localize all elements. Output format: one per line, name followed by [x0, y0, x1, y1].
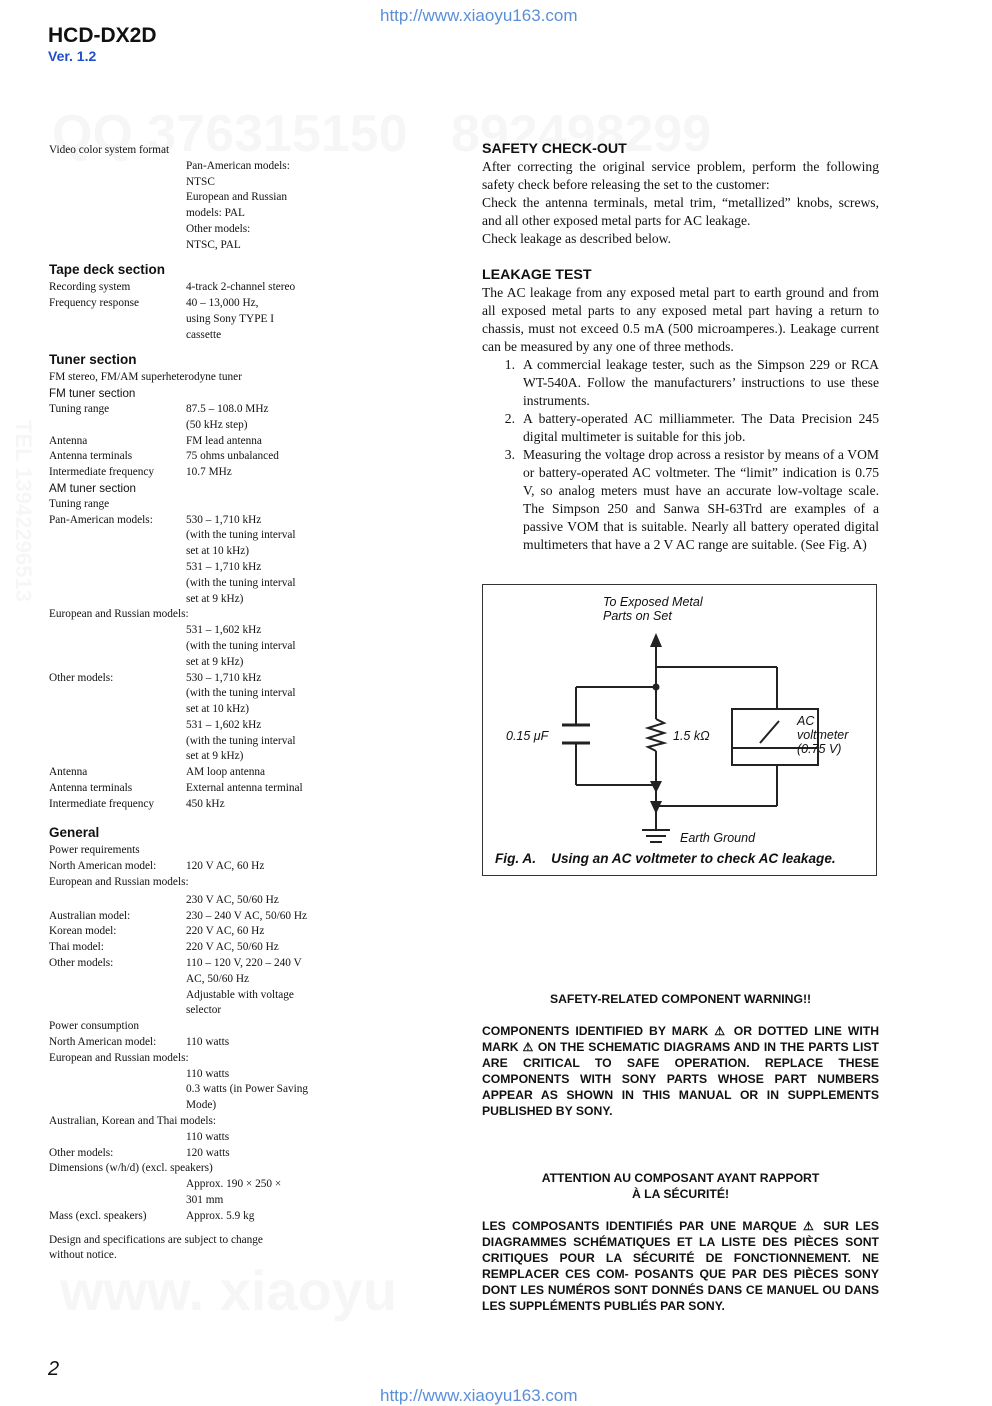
- spec-row: Recording system 4-track 2-channel stereo: [49, 281, 296, 294]
- capacitor-label: 0.15 μF: [506, 729, 549, 743]
- bottom-url-link[interactable]: http://www.xiaoyu163.com: [380, 1386, 578, 1405]
- watermark-site: [60, 1258, 397, 1323]
- spec-row: Thai model: 220 V AC, 50/60 Hz: [49, 941, 279, 954]
- spec-row: Intermediate frequency 450 kHz: [49, 797, 225, 810]
- spec-row: Intermediate frequency 10.7 MHz: [49, 466, 232, 479]
- safety-body: After correcting the original service problem, perform the following safety check before releasing the set to the customer:: [482, 159, 879, 192]
- spec-row: North American model: 110 watts: [49, 1036, 230, 1049]
- leakage-test-section: [482, 266, 879, 554]
- french-warning-title: ATTENTION AU COMPOSANT AYANT RAPPORT À LA SÉCURITÉ!: [541, 1171, 820, 1201]
- voltmeter-label: AC voltmeter (0.75 V): [797, 714, 849, 756]
- video-format-label: Video color system format: [49, 144, 170, 156]
- spec-row: Other models: 110 – 120 V, 220 – 240 V: [49, 957, 302, 970]
- french-warning-body: LES COMPOSANTS IDENTIFIÉS PAR UNE MARQUE ⚠ SUR LES DIAGRAMMES SCHÉMATIQUES ET LA LISTE DES PIÈCES SONT CRITIQUES POUR LA SÉCURITÉ DE FONCTIONNEMENT. NE REMPLACER CES COM- POSANTS QUE PAR DES PIÈCES SONY DONT LES NUMÉROS SONT DONNÉS DANS CE MANUEL OU DANS LES SUPPLÉMENTS PUBLIÉS PAR SONY.: [482, 1219, 879, 1313]
- spec-row: Other models: 120 watts: [49, 1146, 230, 1159]
- spec-row: Australian model: 230 – 240 V AC, 50/60 Hz: [49, 909, 308, 922]
- earth-ground-label: Earth Ground: [680, 831, 756, 845]
- safety-warning-body: COMPONENTS IDENTIFIED BY MARK ⚠ OR DOTTED LINE WITH MARK ⚠ ON THE SCHEMATIC DIAGRAMS AND IN THE PARTS LIST ARE CRITICAL TO SAFE OPERATION. REPLACE THESE COMPONENTS WITH SONY PARTS WHOSE PART NUMBERS APPEAR AS SHOWN IN THIS MANUAL OR IN SUPPLEMENTS PUBLISHED BY SONY.: [482, 1024, 879, 1118]
- safety-line-3: Check leakage as described below.: [482, 231, 671, 246]
- spec-row: Antenna FM lead antenna: [49, 434, 262, 447]
- am-tuner-subheading: AM tuner section: [49, 481, 136, 495]
- model-title: HCD-DX2D: [48, 24, 157, 47]
- video-format-values: Pan-American models: NTSC European and Russian models: PAL Other models: NTSC, PAL: [186, 159, 290, 251]
- list-item: 2. A battery-operated AC milliammeter. The Data Precision 245 digital multimeter is suitable for this job.: [504, 411, 879, 444]
- list-item: 1. A commercial leakage tester, such as the Simpson 229 or RCA WT-540A. Follow the manufacturers’ instructions to use these instruments.: [504, 357, 879, 408]
- leakage-methods-list: [482, 356, 879, 554]
- leakage-body: The AC leakage from any exposed metal part to earth ground and from all exposed metal parts to any exposed metal part having a return to chassis, must not exceed 0.5 mA (500 microamperes.). Leakage current can be measured by any one of three methods.: [482, 285, 879, 354]
- spec-row: Other models: 530 – 1,710 kHz: [49, 671, 262, 684]
- safety-checkout-heading: SAFETY CHECK-OUT: [482, 141, 627, 157]
- spec-row: Pan-American models: 530 – 1,710 kHz: [49, 513, 262, 526]
- top-url-link[interactable]: http://www.xiaoyu163.com: [380, 6, 578, 25]
- resistor-label: 1.5 kΩ: [673, 729, 710, 743]
- fm-tuner-subheading: FM tuner section: [49, 387, 136, 401]
- specifications-column: Video color system format Pan-American models: NTSC European and Russian models: PAL Other models: NTSC, PAL Tape deck section Recording system 4-track 2-channel stereo Frequency response 40 – 13,000 Hz, using Sony TYPE I cassette Tuner section FM stereo, FM/AM superheterodyne tuner FM tuner section Tuning range 87.5 – 108.0 MHz (50 kHz step) Antenna FM lead antenna Antenna terminals 75 ohms unbalanced Intermediate frequency 10.7 MHz AM tuner section Tuning range Pan-American models: 530 – 1,710 kHz (with the tuning interval set at 10 kHz) 531 – 1,710 kHz (with the tuning interval set at 9 kHz) European and Russian models: 531 – 1,602 kHz (with the tuning interval set at 9 kHz) Other models: 530 – 1,710 kHz (with the tuning interval set at 10 kHz) 531 – 1,602 kHz (with the tuning interval set at 9 kHz) Antenna AM loop antenna Antenna terminals External antenna terminal Intermediate frequency 450 kHz General Power requirements North American model: 120 V AC, 60 Hz European and Russian models: 230 V AC, 50/60 Hz Australian model: 230 – 240 V AC, 50/60 Hz Korean model: 220 V AC, 60 Hz Thai model: 220 V AC, 50/60 Hz Other models: 110 – 120 V, 220 – 240 V AC, 50/60 Hz Adjustable with voltage selector Power consumption North American model: 110 watts European and Russian models: 110 watts 0.3 watts (in Power Saving Mode) Australian, Korean and Thai models: 110 watts Other models: 120 watts Dimensions (w/h/d) (excl. speakers) Approx. 190 × 250 × 301 mm Mass (excl. speakers) Approx. 5.9 kg Design and specifications are subject to change without notice.: [49, 143, 349, 1264]
- spec-note: Design and specifications are subject to change without notice.: [49, 1233, 263, 1262]
- spec-row: Korean model: 220 V AC, 60 Hz: [49, 925, 265, 938]
- spec-row: Antenna terminals 75 ohms unbalanced: [49, 450, 279, 463]
- spec-row: North American model: 120 V AC, 60 Hz: [49, 860, 265, 873]
- probe-label: To Exposed Metal Parts on Set: [603, 595, 703, 623]
- general-heading: General: [49, 824, 100, 840]
- spec-row: Frequency response 40 – 13,000 Hz,: [49, 297, 259, 310]
- page-number: 2: [48, 1358, 60, 1380]
- leakage-test-heading: LEAKAGE TEST: [482, 267, 592, 283]
- spec-row: Antenna AM loop antenna: [49, 766, 266, 779]
- spec-row: Tuning range 87.5 – 108.0 MHz: [49, 402, 269, 415]
- tape-deck-heading: Tape deck section: [49, 261, 166, 277]
- safety-warning-title: SAFETY-RELATED COMPONENT WARNING!!: [549, 992, 812, 1006]
- watermark-tel: [10, 420, 36, 602]
- safety-line-2: Check the antenna terminals, metal trim, “metallized” knobs, screws, and all other exposed metal parts for AC leakage.: [482, 195, 879, 228]
- version-label: Ver. 1.2: [48, 48, 97, 64]
- list-item: 3. Measuring the voltage drop across a resistor by means of a VOM or battery-operated AC voltmeter. The “limit” indication is 0.75 V, so analog meters must have an accurate low-voltage scale. The Simpson 250 and Sanwa SH-63Trd are examples of a passive VOM that is suitable. Nearly all battery operated digital multimeters that have a 2 V AC range are suitable. (See Fig. A): [504, 447, 879, 552]
- figure-a: [482, 584, 877, 876]
- safety-checkout-section: [482, 140, 879, 248]
- spec-row: Antenna terminals External antenna terminal: [49, 782, 303, 795]
- tuner-heading: Tuner section: [49, 351, 137, 367]
- figure-caption: Fig. A. Using an AC voltmeter to check AC leakage.: [495, 851, 836, 866]
- spec-row: Mass (excl. speakers) Approx. 5.9 kg: [49, 1209, 255, 1222]
